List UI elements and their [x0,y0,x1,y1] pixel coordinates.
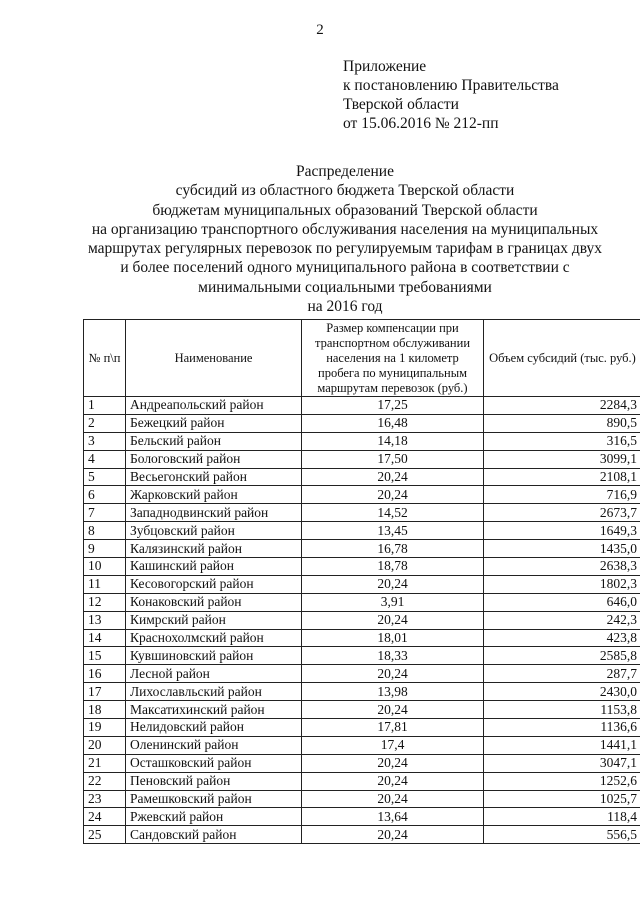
compensation-rate-cell: 13,98 [302,683,484,701]
district-name-cell: Лихославльский район [126,683,302,701]
table-row [84,414,640,432]
district-name-cell: Краснохолмский район [126,629,302,647]
subsidy-amount-cell: 556,5 [484,826,640,844]
subsidy-amount-cell: 1441,1 [484,736,640,754]
district-name-cell: Кимрский район [126,611,302,629]
row-number-cell: 19 [84,719,126,737]
table-row [84,683,640,701]
row-number-cell: 5 [84,468,126,486]
heading-line: минимальными социальными требованиями [198,278,492,296]
table-row [84,468,640,486]
district-name-cell: Андреапольский район [126,397,302,415]
district-name-cell: Бежецкий район [126,414,302,432]
header-rate: Размер компенсации при транспортном обслуживании населения на 1 километр пробега по муниципальным маршрутам перевозок (руб.) [302,320,484,397]
subsidy-amount-cell: 1435,0 [484,540,640,558]
district-name-cell: Рамешковский район [126,790,302,808]
heading-line: Распределение [296,163,394,180]
heading-line: на 2016 год [307,298,383,316]
heading-line: бюджетам муниципальных образований Тверской области [152,201,538,219]
subsidy-amount-cell: 1252,6 [484,772,640,790]
table-row [84,647,640,665]
table-row [84,754,640,772]
compensation-rate-cell: 20,24 [302,826,484,844]
table-row [84,450,640,468]
compensation-rate-cell: 14,18 [302,432,484,450]
subsidy-amount-cell: 646,0 [484,593,640,611]
heading-line: на организацию транспортного обслуживания населения на муниципальных [91,220,599,238]
subsidy-table [83,319,640,844]
appendix-block [343,57,559,133]
district-name-cell: Бологовский район [126,450,302,468]
district-name-cell: Максатихинский район [126,701,302,719]
district-name-cell: Кесовогорский район [126,575,302,593]
table-row [84,504,640,522]
row-number-cell: 16 [84,665,126,683]
compensation-rate-cell: 3,91 [302,593,484,611]
compensation-rate-cell: 17,50 [302,450,484,468]
subsidy-amount-cell: 3047,1 [484,754,640,772]
row-number-cell: 22 [84,772,126,790]
compensation-rate-cell: 20,24 [302,575,484,593]
subsidy-amount-cell: 316,5 [484,432,640,450]
row-number-cell: 9 [84,540,126,558]
district-name-cell: Калязинский район [126,540,302,558]
appendix-line: Приложение [343,58,427,75]
district-name-cell: Нелидовский район [126,719,302,737]
row-number-cell: 25 [84,826,126,844]
row-number-cell: 11 [84,575,126,593]
compensation-rate-cell: 20,24 [302,772,484,790]
heading-line: маршрутах регулярных перевозок по регулируемым тарифам в границах двух [87,240,603,258]
appendix-line: от 15.06.2016 № 212-пп [343,115,499,132]
district-name-cell: Пеновский район [126,772,302,790]
subsidy-amount-cell: 2638,3 [484,558,640,576]
row-number-cell: 15 [84,647,126,665]
row-number-cell: 1 [84,397,126,415]
header-sum: Объем субсидий (тыс. руб.) [484,320,640,397]
subsidy-amount-cell: 242,3 [484,611,640,629]
compensation-rate-cell: 20,24 [302,790,484,808]
table-row [84,432,640,450]
row-number-cell: 7 [84,504,126,522]
subsidy-amount-cell: 2673,7 [484,504,640,522]
row-number-cell: 18 [84,701,126,719]
table-row [84,486,640,504]
row-number-cell: 20 [84,736,126,754]
row-number-cell: 17 [84,683,126,701]
district-name-cell: Кашинский район [126,558,302,576]
district-name-cell: Сандовский район [126,826,302,844]
table-row [84,701,640,719]
heading-line: и более поселений одного муниципального района в соответствии с [120,259,570,277]
table-row [84,772,640,790]
table-row [84,790,640,808]
district-name-cell: Бельский район [126,432,302,450]
table-row [84,593,640,611]
subsidy-amount-cell: 1802,3 [484,575,640,593]
row-number-cell: 13 [84,611,126,629]
table-row [84,540,640,558]
row-number-cell: 24 [84,808,126,826]
subsidy-amount-cell: 1025,7 [484,790,640,808]
subsidy-amount-cell: 890,5 [484,414,640,432]
table-header-row [84,320,640,397]
table-row [84,826,640,844]
compensation-rate-cell: 20,24 [302,701,484,719]
compensation-rate-cell: 18,33 [302,647,484,665]
row-number-cell: 2 [84,414,126,432]
document-heading [60,162,630,316]
table-row [84,736,640,754]
compensation-rate-cell: 18,78 [302,558,484,576]
district-name-cell: Весьегонский район [126,468,302,486]
subsidy-amount-cell: 1153,8 [484,701,640,719]
subsidy-amount-cell: 716,9 [484,486,640,504]
district-name-cell: Лесной район [126,665,302,683]
subsidy-amount-cell: 2284,3 [484,397,640,415]
row-number-cell: 14 [84,629,126,647]
heading-line: субсидий из областного бюджета Тверской области [175,182,515,200]
compensation-rate-cell: 20,24 [302,611,484,629]
district-name-cell: Кувшиновский район [126,647,302,665]
page-number: 2 [316,22,324,38]
subsidy-amount-cell: 3099,1 [484,450,640,468]
subsidy-amount-cell: 2430,0 [484,683,640,701]
subsidy-amount-cell: 2585,8 [484,647,640,665]
district-name-cell: Конаковский район [126,593,302,611]
district-name-cell: Оленинский район [126,736,302,754]
district-name-cell: Западнодвинский район [126,504,302,522]
appendix-line: к постановлению Правительства [343,77,559,94]
district-name-cell: Жарковский район [126,486,302,504]
appendix-line: Тверской области [343,96,459,113]
table-row [84,719,640,737]
row-number-cell: 6 [84,486,126,504]
table-row [84,629,640,647]
table-row [84,611,640,629]
district-name-cell: Осташковский район [126,754,302,772]
table-row [84,808,640,826]
compensation-rate-cell: 17,81 [302,719,484,737]
district-name-cell: Ржевский район [126,808,302,826]
compensation-rate-cell: 20,24 [302,665,484,683]
table-row [84,665,640,683]
header-name: Наименование [126,320,302,397]
subsidy-amount-cell: 423,8 [484,629,640,647]
header-num: № п\п [84,320,126,397]
table-row [84,522,640,540]
table-body [84,397,640,844]
row-number-cell: 21 [84,754,126,772]
compensation-rate-cell: 13,45 [302,522,484,540]
compensation-rate-cell: 20,24 [302,486,484,504]
compensation-rate-cell: 20,24 [302,468,484,486]
compensation-rate-cell: 13,64 [302,808,484,826]
district-name-cell: Зубцовский район [126,522,302,540]
subsidy-amount-cell: 118,4 [484,808,640,826]
table-row [84,397,640,415]
compensation-rate-cell: 17,4 [302,736,484,754]
subsidy-amount-cell: 1136,6 [484,719,640,737]
row-number-cell: 8 [84,522,126,540]
subsidy-amount-cell: 287,7 [484,665,640,683]
compensation-rate-cell: 20,24 [302,754,484,772]
row-number-cell: 10 [84,558,126,576]
table-row [84,575,640,593]
row-number-cell: 12 [84,593,126,611]
subsidy-amount-cell: 2108,1 [484,468,640,486]
row-number-cell: 23 [84,790,126,808]
compensation-rate-cell: 18,01 [302,629,484,647]
compensation-rate-cell: 16,78 [302,540,484,558]
row-number-cell: 4 [84,450,126,468]
compensation-rate-cell: 16,48 [302,414,484,432]
row-number-cell: 3 [84,432,126,450]
subsidy-amount-cell: 1649,3 [484,522,640,540]
compensation-rate-cell: 14,52 [302,504,484,522]
compensation-rate-cell: 17,25 [302,397,484,415]
table-row [84,558,640,576]
